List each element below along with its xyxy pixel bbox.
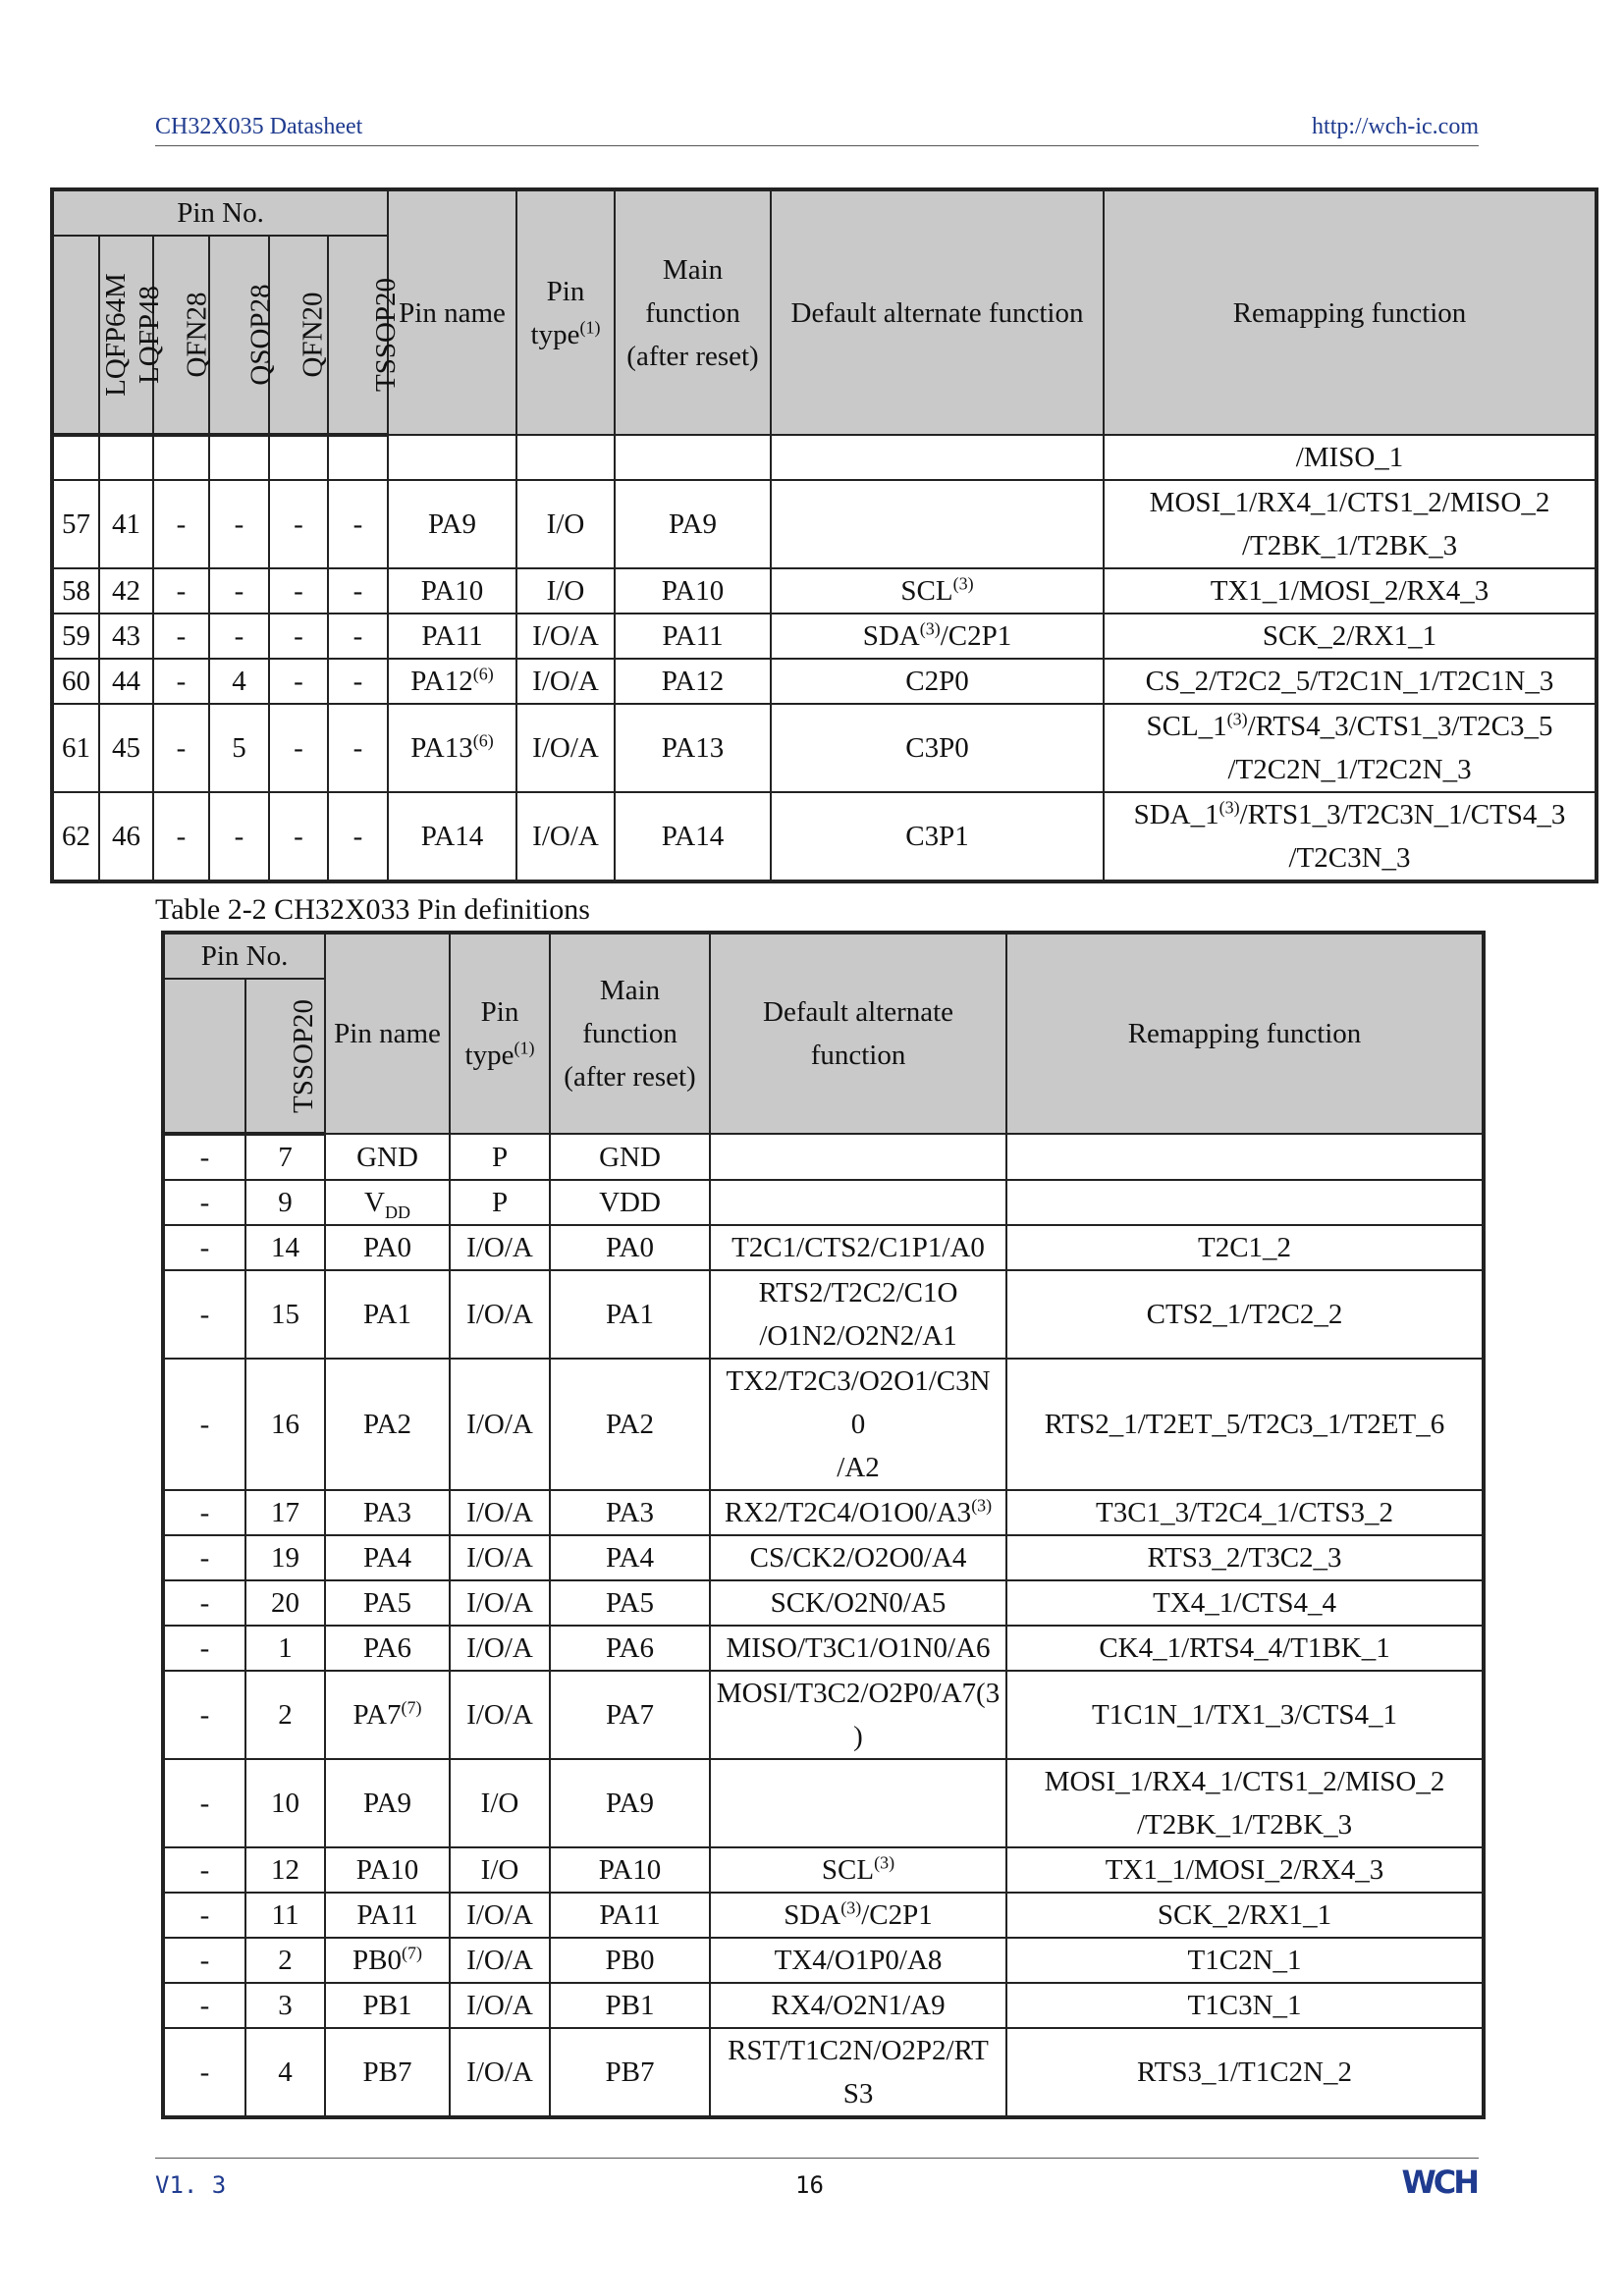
pin-number-cell: - — [328, 792, 388, 881]
default-alt-cell — [710, 1759, 1006, 1847]
pin-type-cell: I/O — [516, 480, 615, 568]
remap-cell: RTS3_2/T3C2_3 — [1006, 1535, 1484, 1580]
pin-type-cell: I/O/A — [450, 1893, 550, 1938]
main-function-cell: GND — [550, 1134, 710, 1180]
main-function-cell: PA10 — [615, 568, 771, 614]
col-default-alt: Default alternate function — [710, 933, 1006, 1134]
pin-type-cell: I/O — [516, 568, 615, 614]
table-row — [163, 1580, 1484, 1626]
table-row — [163, 1134, 1484, 1180]
pin-no-header: Pin No. — [52, 189, 388, 236]
table-row — [163, 1490, 1484, 1535]
col-pin-name: Pin name — [388, 189, 516, 435]
pin-type-cell: P — [450, 1180, 550, 1225]
footer-page-number: 16 — [795, 2171, 824, 2199]
pin-number-cell: 7 — [245, 1134, 325, 1180]
default-alt-cell — [710, 1134, 1006, 1180]
pin-type-cell: I/O/A — [450, 1938, 550, 1983]
remap-cell — [1006, 1180, 1484, 1225]
table-row — [163, 1225, 1484, 1270]
header-doc-title: CH32X035 Datasheet — [155, 114, 363, 139]
pin-name-cell: PA11 — [388, 614, 516, 659]
pin-number-cell: - — [153, 568, 209, 614]
pin-number-cell: - — [153, 480, 209, 568]
main-function-cell: PA14 — [615, 792, 771, 881]
table-row — [52, 659, 1597, 704]
pin-name-cell: PA11 — [325, 1893, 450, 1938]
pin-number-cell: 17 — [245, 1490, 325, 1535]
pin-number-cell: - — [269, 614, 328, 659]
remap-cell: SCK_2/RX1_1 — [1104, 614, 1597, 659]
default-alt-cell: C3P0 — [771, 704, 1104, 792]
pin-number-cell: - — [163, 1490, 245, 1535]
pin-name-cell: $V_{DD}$ — [325, 1180, 450, 1225]
pin-name-cell: PB0$^{(7)}$ — [325, 1938, 450, 1983]
table-row — [52, 435, 1597, 480]
remap-cell: T2C1_2 — [1006, 1225, 1484, 1270]
remap-cell: CS_2/T2C2_5/T2C1N_1/T2C1N_3 — [1104, 659, 1597, 704]
pin-number-cell: - — [328, 659, 388, 704]
pin-number-cell: 61 — [52, 704, 99, 792]
remap-cell: MOSI_1/RX4_1/CTS1_2/MISO_2 /T2BK_1/T2BK_3 — [1104, 480, 1597, 568]
col-pin-name: Pin name — [325, 933, 450, 1134]
table-row — [163, 1270, 1484, 1359]
table-row — [52, 568, 1597, 614]
pin-number-cell: - — [328, 704, 388, 792]
remap-cell: T1C3N_1 — [1006, 1983, 1484, 2028]
pin-type-cell: I/O — [450, 1759, 550, 1847]
default-alt-cell: RX4/O2N1/A9 — [710, 1983, 1006, 2028]
table-row — [52, 614, 1597, 659]
col-pin-type: Pin type$^{(1)}$ — [516, 189, 615, 435]
pin-number-cell: - — [163, 1359, 245, 1490]
pin-number-cell: 16 — [245, 1359, 325, 1490]
pin-table-ch32x035 — [50, 187, 1598, 883]
package-header: LQFP48 — [99, 236, 153, 435]
pin-type-cell: I/O/A — [450, 2028, 550, 2117]
default-alt-cell: MISO/T3C1/O1N0/A6 — [710, 1626, 1006, 1671]
main-function-cell: PA5 — [550, 1580, 710, 1626]
default-alt-cell: SCL$^{(3)}$ — [710, 1847, 1006, 1893]
footer-divider — [155, 2158, 1479, 2159]
table-row — [163, 1180, 1484, 1225]
remap-cell: TX1_1/MOSI_2/RX4_3 — [1006, 1847, 1484, 1893]
pin-number-cell: 3 — [245, 1983, 325, 2028]
pin-number-cell: 12 — [245, 1847, 325, 1893]
main-function-cell: PA12 — [615, 659, 771, 704]
main-function-cell: PA11 — [615, 614, 771, 659]
pin-number-cell: 4 — [245, 2028, 325, 2117]
table-row — [163, 1893, 1484, 1938]
pin-number-cell — [99, 435, 153, 480]
remap-cell: /MISO_1 — [1104, 435, 1597, 480]
pin-number-cell: - — [328, 480, 388, 568]
col-main-function: Main function (after reset) — [550, 933, 710, 1134]
default-alt-cell — [771, 435, 1104, 480]
default-alt-cell: RST/T1C2N/O2P2/RT S3 — [710, 2028, 1006, 2117]
pin-number-cell: - — [163, 1134, 245, 1180]
pin-number-cell: - — [153, 792, 209, 881]
package-header: QSOP28 — [209, 236, 269, 435]
pin-name-cell: PB1 — [325, 1983, 450, 2028]
pin-number-cell: - — [163, 1847, 245, 1893]
pin-name-cell: GND — [325, 1134, 450, 1180]
pin-number-cell: - — [163, 1759, 245, 1847]
table-row — [52, 480, 1597, 568]
pin-number-cell: - — [328, 568, 388, 614]
main-function-cell: PA0 — [550, 1225, 710, 1270]
pin-name-cell: PA9 — [325, 1759, 450, 1847]
pin-number-cell: - — [163, 1671, 245, 1759]
pin-number-cell: - — [163, 1626, 245, 1671]
pin-name-cell: PA4 — [325, 1535, 450, 1580]
pin-number-cell: 44 — [99, 659, 153, 704]
pin-table-ch32x033 — [161, 931, 1486, 2119]
pin-type-cell: I/O/A — [450, 1225, 550, 1270]
pin-type-cell: I/O/A — [450, 1535, 550, 1580]
package-header: LQFP64M — [52, 236, 99, 435]
pin-number-cell: 43 — [99, 614, 153, 659]
main-function-cell: PA2 — [550, 1359, 710, 1490]
default-alt-cell: RX2/T2C4/O1O0/A3$^{(3)}$ — [710, 1490, 1006, 1535]
main-function-cell: PA4 — [550, 1535, 710, 1580]
pin-number-cell: 2 — [245, 1671, 325, 1759]
pin-number-cell: 42 — [99, 568, 153, 614]
pin-name-cell: PA12$^{(6)}$ — [388, 659, 516, 704]
remap-cell: TX1_1/MOSI_2/RX4_3 — [1104, 568, 1597, 614]
remap-cell: MOSI_1/RX4_1/CTS1_2/MISO_2 /T2BK_1/T2BK_3 — [1006, 1759, 1484, 1847]
table-row — [52, 792, 1597, 881]
pin-name-cell: PA3 — [325, 1490, 450, 1535]
pin-number-cell: - — [163, 1180, 245, 1225]
table-row — [52, 704, 1597, 792]
table-row — [163, 1535, 1484, 1580]
pin-name-cell — [388, 435, 516, 480]
pin-number-cell: - — [163, 1893, 245, 1938]
remap-cell: CK4_1/RTS4_4/T1BK_1 — [1006, 1626, 1484, 1671]
pin-name-cell: PA10 — [325, 1847, 450, 1893]
pin-number-cell: 2 — [245, 1938, 325, 1983]
pin-number-cell — [52, 435, 99, 480]
default-alt-cell: SDA$^{(3)}$/C2P1 — [710, 1893, 1006, 1938]
table-row — [163, 2028, 1484, 2117]
pin-type-cell: I/O/A — [450, 1580, 550, 1626]
pin-number-cell: 9 — [245, 1180, 325, 1225]
pin-number-cell: - — [269, 704, 328, 792]
pin-type-cell: I/O/A — [516, 704, 615, 792]
pin-number-cell: 60 — [52, 659, 99, 704]
pin-number-cell — [328, 435, 388, 480]
default-alt-cell: T2C1/CTS2/C1P1/A0 — [710, 1225, 1006, 1270]
remap-cell: TX4_1/CTS4_4 — [1006, 1580, 1484, 1626]
pin-number-cell: 58 — [52, 568, 99, 614]
pin-name-cell: PA5 — [325, 1580, 450, 1626]
pin-number-cell: - — [163, 1535, 245, 1580]
pin-type-cell: P — [450, 1134, 550, 1180]
remap-cell: T1C1N_1/TX1_3/CTS4_1 — [1006, 1671, 1484, 1759]
pin-number-cell: - — [163, 1983, 245, 2028]
table-row — [163, 1359, 1484, 1490]
pin-number-cell: 59 — [52, 614, 99, 659]
main-function-cell: PA10 — [550, 1847, 710, 1893]
pin-number-cell: - — [209, 792, 269, 881]
package-header: TSSOP20 — [328, 236, 388, 435]
package-header: QFN20 — [269, 236, 328, 435]
remap-cell — [1006, 1134, 1484, 1180]
pin-number-cell: 11 — [245, 1893, 325, 1938]
footer-version: V1. 3 — [155, 2171, 227, 2199]
default-alt-cell: CS/CK2/O2O0/A4 — [710, 1535, 1006, 1580]
pin-type-cell: I/O/A — [516, 659, 615, 704]
col-main-function: Main function (after reset) — [615, 189, 771, 435]
header-divider — [155, 145, 1479, 146]
header-url[interactable]: http://wch-ic.com — [1312, 114, 1479, 139]
pin-number-cell: 1 — [245, 1626, 325, 1671]
pin-name-cell: PA2 — [325, 1359, 450, 1490]
pin-number-cell: - — [153, 659, 209, 704]
pin-number-cell: 57 — [52, 480, 99, 568]
pin-name-cell: PA9 — [388, 480, 516, 568]
pin-number-cell: - — [209, 614, 269, 659]
col-remap: Remapping function — [1104, 189, 1597, 435]
remap-cell: RTS2_1/T2ET_5/T2C3_1/T2ET_6 — [1006, 1359, 1484, 1490]
default-alt-cell: TX2/T2C3/O2O1/C3N 0 /A2 — [710, 1359, 1006, 1490]
pin-type-cell — [516, 435, 615, 480]
default-alt-cell: TX4/O1P0/A8 — [710, 1938, 1006, 1983]
table-row — [163, 1983, 1484, 2028]
default-alt-cell: C3P1 — [771, 792, 1104, 881]
pin-no-header: Pin No. — [163, 933, 325, 979]
pin-type-cell: I/O/A — [450, 1359, 550, 1490]
main-function-cell: PA9 — [615, 480, 771, 568]
package-header: QFN28 — [153, 236, 209, 435]
pin-number-cell: - — [153, 704, 209, 792]
pin-name-cell: PA14 — [388, 792, 516, 881]
pin-type-cell: I/O/A — [516, 792, 615, 881]
pin-number-cell: 4 — [209, 659, 269, 704]
pin-number-cell: 62 — [52, 792, 99, 881]
pin-name-cell: PA6 — [325, 1626, 450, 1671]
pin-type-cell: I/O/A — [450, 1671, 550, 1759]
remap-cell: T1C2N_1 — [1006, 1938, 1484, 1983]
main-function-cell: VDD — [550, 1180, 710, 1225]
default-alt-cell: RTS2/T2C2/C1O /O1N2/O2N2/A1 — [710, 1270, 1006, 1359]
pin-type-cell: I/O/A — [450, 1490, 550, 1535]
pin-number-cell: - — [153, 614, 209, 659]
pin-number-cell: - — [269, 792, 328, 881]
pin-number-cell: - — [269, 659, 328, 704]
main-function-cell: PA7 — [550, 1671, 710, 1759]
pin-name-cell: PA7$^{(7)}$ — [325, 1671, 450, 1759]
pin-name-cell: PB7 — [325, 2028, 450, 2117]
main-function-cell: PA11 — [550, 1893, 710, 1938]
pin-number-cell: - — [163, 1938, 245, 1983]
main-function-cell: PA6 — [550, 1626, 710, 1671]
pin-type-cell: I/O/A — [450, 1270, 550, 1359]
remap-cell: RTS3_1/T1C2N_2 — [1006, 2028, 1484, 2117]
pin-number-cell: 20 — [245, 1580, 325, 1626]
pin-type-cell: I/O/A — [516, 614, 615, 659]
pin-number-cell: 45 — [99, 704, 153, 792]
main-function-cell — [615, 435, 771, 480]
pin-number-cell: - — [328, 614, 388, 659]
pin-number-cell: 46 — [99, 792, 153, 881]
pin-name-cell: PA10 — [388, 568, 516, 614]
pin-number-cell: - — [163, 2028, 245, 2117]
remap-cell: T3C1_3/T2C4_1/CTS3_2 — [1006, 1490, 1484, 1535]
pin-number-cell: - — [163, 1225, 245, 1270]
table-caption: Table 2-2 CH32X033 Pin definitions — [155, 893, 590, 926]
pin-number-cell: - — [163, 1270, 245, 1359]
remap-cell: SCL_1$^{(3)}$/RTS4_3/CTS1_3/T2C3_5 /T2C2N_1/T2C2N_3 — [1104, 704, 1597, 792]
table-row — [163, 1759, 1484, 1847]
col-default-alt: Default alternate function — [771, 189, 1104, 435]
main-function-cell: PA9 — [550, 1759, 710, 1847]
table-row — [163, 1938, 1484, 1983]
pin-name-cell: PA1 — [325, 1270, 450, 1359]
pin-number-cell: 10 — [245, 1759, 325, 1847]
main-function-cell: PB1 — [550, 1983, 710, 2028]
wch-logo: WCH — [1401, 2163, 1477, 2201]
pin-number-cell: - — [209, 480, 269, 568]
table-row — [163, 1671, 1484, 1759]
pin-number-cell: - — [269, 568, 328, 614]
pin-number-cell: 15 — [245, 1270, 325, 1359]
pin-number-cell: - — [269, 480, 328, 568]
main-function-cell: PA1 — [550, 1270, 710, 1359]
main-function-cell: PB0 — [550, 1938, 710, 1983]
main-function-cell: PA3 — [550, 1490, 710, 1535]
default-alt-cell: C2P0 — [771, 659, 1104, 704]
pin-number-cell — [209, 435, 269, 480]
pin-number-cell — [269, 435, 328, 480]
remap-cell: SCK_2/RX1_1 — [1006, 1893, 1484, 1938]
pin-name-cell: PA13$^{(6)}$ — [388, 704, 516, 792]
pin-number-cell: - — [209, 568, 269, 614]
pin-number-cell — [153, 435, 209, 480]
col-pin-type: Pin type$^{(1)}$ — [450, 933, 550, 1134]
table-row — [163, 1847, 1484, 1893]
main-function-cell: PA13 — [615, 704, 771, 792]
default-alt-cell: SCK/O2N0/A5 — [710, 1580, 1006, 1626]
pin-name-cell: PA0 — [325, 1225, 450, 1270]
package-header — [163, 979, 245, 1134]
pin-number-cell: 5 — [209, 704, 269, 792]
default-alt-cell: SCL$^{(3)}$ — [771, 568, 1104, 614]
remap-cell: CTS2_1/T2C2_2 — [1006, 1270, 1484, 1359]
col-remap: Remapping function — [1006, 933, 1484, 1134]
default-alt-cell: MOSI/T3C2/O2P0/A7(3 ) — [710, 1671, 1006, 1759]
pin-type-cell: I/O/A — [450, 1626, 550, 1671]
pin-number-cell: 14 — [245, 1225, 325, 1270]
package-header: TSSOP20 — [245, 979, 325, 1134]
default-alt-cell — [771, 480, 1104, 568]
pin-number-cell: 19 — [245, 1535, 325, 1580]
main-function-cell: PB7 — [550, 2028, 710, 2117]
remap-cell: SDA_1$^{(3)}$/RTS1_3/T2C3N_1/CTS4_3 /T2C3N_3 — [1104, 792, 1597, 881]
pin-number-cell: - — [163, 1580, 245, 1626]
default-alt-cell — [710, 1180, 1006, 1225]
pin-type-cell: I/O/A — [450, 1983, 550, 2028]
pin-type-cell: I/O — [450, 1847, 550, 1893]
pin-number-cell: 41 — [99, 480, 153, 568]
table-row — [163, 1626, 1484, 1671]
default-alt-cell: SDA$^{(3)}$/C2P1 — [771, 614, 1104, 659]
